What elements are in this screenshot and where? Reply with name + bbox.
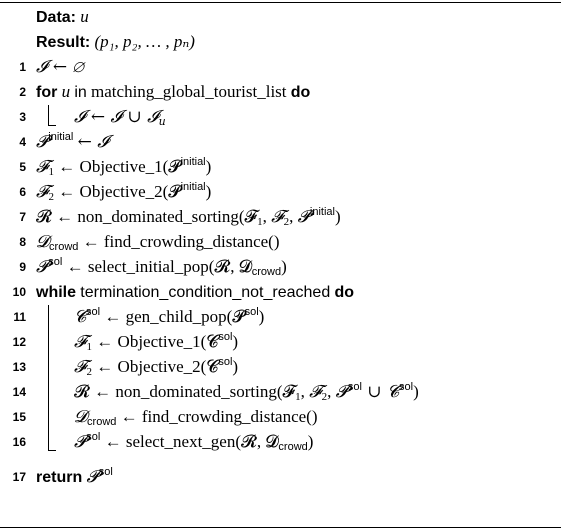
line-number: 7 (19, 210, 26, 224)
line-code: 𝓓$_{crowd}$ ← find_crowding_distance() (74, 407, 318, 428)
line-code: 𝓘 ← 𝓘 ∪ 𝓘$_u$ (74, 107, 166, 128)
algo-line-16 (0, 430, 561, 454)
line-code: 𝓓$_{crowd}$ ← find_crowding_distance() (36, 232, 280, 253)
algo-line-10 (0, 280, 561, 304)
line-number: 13 (12, 360, 26, 374)
for-block-bar (48, 105, 49, 125)
line-number: 2 (19, 85, 26, 99)
line-number: 4 (19, 135, 26, 149)
algo-line-17 (0, 465, 561, 489)
for-keyword: for (36, 84, 58, 101)
data-value: u (80, 7, 89, 26)
algo-line-7 (0, 205, 561, 229)
algo-line-6 (0, 180, 561, 204)
line-code: 𝓒$^{sol}$ ← gen_child_pop(𝓟$^{sol}$) (74, 306, 265, 327)
result-line (36, 30, 195, 54)
line-number: 10 (12, 285, 26, 299)
line-number: 6 (19, 185, 26, 199)
line-number: 3 (19, 110, 26, 124)
algo-line-4 (0, 130, 561, 154)
line-number: 8 (19, 235, 26, 249)
in-keyword: in (74, 84, 87, 101)
line-code (36, 280, 354, 305)
top-rule (0, 2, 561, 3)
loop-list: matching_global_tourist_list (91, 82, 287, 101)
line-number: 9 (19, 260, 26, 274)
line-code: 𝓟$^{sol}$ ← select_initial_pop(𝓡, 𝓓$_{crowd}$) (36, 256, 287, 278)
algo-line-9 (0, 255, 561, 279)
while-keyword: while (36, 284, 77, 301)
line-number: 14 (12, 385, 26, 399)
line-number: 17 (12, 470, 26, 484)
bottom-rule (0, 527, 561, 528)
algo-line-12 (0, 330, 561, 354)
algo-line-11 (0, 305, 561, 329)
line-code: 𝓕$_1$ ← Objective_1(𝓟$^{initial}$) (36, 156, 212, 178)
line-code: return 𝓟$^{sol}$ (36, 466, 113, 487)
algo-line-1 (0, 55, 561, 79)
algo-line-8 (0, 230, 561, 254)
line-number: 11 (13, 310, 26, 324)
algo-line-13 (0, 355, 561, 379)
algo-line-3 (0, 105, 561, 129)
while-block-end (48, 450, 56, 451)
line-code: 𝓕$_2$ ← Objective_2(𝓒$^{sol}$) (74, 356, 239, 378)
line-number: 12 (12, 335, 26, 349)
line-code: 𝓡 ← non_dominated_sorting(𝓕$_1$, 𝓕$_2$, 𝓟$^{sol}$ ∪ 𝓒$^{sol}$) (74, 381, 419, 403)
line-code: 𝓕$_1$ ← Objective_1(𝓒$^{sol}$) (74, 331, 239, 353)
line-number: 15 (12, 410, 26, 424)
line-number: 1 (19, 60, 26, 74)
do-keyword: do (290, 84, 311, 101)
data-line (36, 5, 89, 29)
line-code: 𝓟$^{initial}$ ← 𝓘 (36, 131, 109, 152)
result-label: Result: (36, 34, 91, 51)
line-code: 𝓟$^{sol}$ ← select_next_gen(𝓡, 𝓓$_{crowd}$) (74, 431, 314, 453)
do-keyword: do (334, 284, 355, 301)
loop-var: u (61, 82, 71, 101)
line-code: 𝓡 ← non_dominated_sorting(𝓕$_1$, 𝓕$_2$, 𝓟$^{initial}$) (36, 206, 341, 228)
line-code (36, 80, 310, 105)
line-code: 𝓘 ← ∅ (36, 57, 84, 77)
algo-line-5 (0, 155, 561, 179)
result-value: (p₁, p₂, … , pₙ) (94, 32, 195, 51)
while-condition: termination_condition_not_reached (80, 284, 331, 301)
line-number: 5 (19, 160, 26, 174)
while-block-bar (48, 305, 49, 450)
for-block-end (48, 125, 56, 126)
data-label: Data: (36, 9, 77, 26)
line-code: 𝓕$_2$ ← Objective_2(𝓟$^{initial}$) (36, 181, 212, 203)
line-number: 16 (12, 435, 26, 449)
algo-line-2 (0, 80, 561, 104)
algo-line-14 (0, 380, 561, 404)
algo-line-15 (0, 405, 561, 429)
return-keyword: return (36, 469, 83, 486)
